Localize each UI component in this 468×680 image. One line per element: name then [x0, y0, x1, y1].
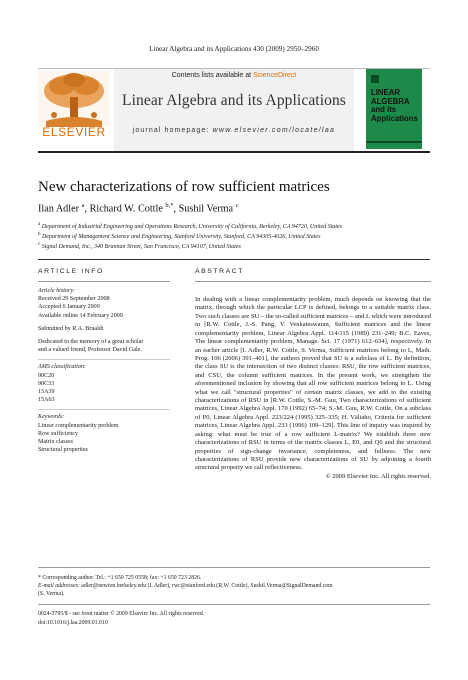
affiliation-mark: c [38, 242, 41, 247]
info-divider [38, 359, 170, 360]
author-name[interactable]: Sushil Verma [178, 203, 234, 215]
affiliation-text: Signal Demand, Inc., 340 Brannan Street, San Francisco, CA 94107, United States [41, 244, 241, 250]
homepage-url-link[interactable]: www.elsevier.com/locate/laa [212, 127, 336, 134]
history-item: Received 29 September 2008 [38, 296, 110, 303]
doi-link[interactable]: doi:10.1016/j.laa.2009.01.010 [38, 620, 108, 626]
cover-title-line: ALGEBRA [371, 96, 410, 106]
journal-cover-thumbnail[interactable] [366, 69, 422, 149]
email-list-link[interactable]: adler@newton.berkeley.edu (I. Adler), rwc@stanford.edu (R.W. Cottle), Sushil.Verma@SignalDemand.com [81, 583, 333, 589]
author-name[interactable]: Richard W. Cottle [89, 203, 163, 215]
info-divider [38, 409, 170, 410]
running-head: Linear Algebra and its Applications 430 (2009) 2950–2960 [149, 45, 319, 53]
abstract-rule [195, 281, 431, 282]
sciencedirect-link[interactable]: ScienceDirect [253, 72, 297, 79]
cover-title-line: and its [371, 105, 397, 114]
history-label: Article history: [38, 288, 76, 294]
email-addresses-cont: (S. Verma). [38, 591, 65, 597]
ams-label: AMS classification: [38, 364, 86, 371]
issn-line: 0024-3795/$ - see front matter © 2009 Elsevier Inc. All rights reserved. [38, 611, 205, 617]
article-info [38, 287, 170, 454]
contents-prefix: Contents lists available at [171, 72, 254, 79]
email-label: E-mail addresses: [38, 583, 80, 589]
section-rule [38, 259, 430, 260]
footer-rule [38, 567, 430, 568]
abstract-text: In dealing with a linear complementarity problem, much depends on knowing that the matrix, through which the particular LCP is defined, belongs to a suitable matrix class. Two such classes are SU – the so-called sufficient matrices – and L which were introduced in [R.W. Cottle, J.-S. Pang, V. Venkateswaran, Sufficient matrices and the linear complementarity problem, Linear Algebra Appl. 114/115 (1989) 231–249; B.C. Eaves, The linear complementarity problem, Manage. Sci. 17 (1971) 612–634], respectively. In an earlier article [I. Adler, R.W. Cottle, S. Verma, Sufficient matrices belong to L, Math. Prog. 106 (2006) 391–401], the authors proved that SU is a subclass of L. By definition, the class SU is the intersection of two distinct classes: RSU, the row sufficient matrices, and CSU, the column sufficient matrices. In the present work, we strengthen the aforementioned inclusion by showing that all row sufficient matrices belong to L. Using what we call "structural properties" of certain matrix classes, we add to the existing characterizations of RSU in [R.W. Cottle, S.-M. Guu, Two characterizations of sufficient matrices, Linear Algebra Appl. 170 (1992) 65–74; S.-M. Guu, R.W. Cottle, On a subclass of P0, Linear Algebra Appl. 223/224 (1995) 325–335; H. Väliaho, Criteria for sufficient matrices, Linear Algebra Appl. 233 (1996) 109–129]. This line of inquiry was inspired by asking: what must be true of a row sufficient L-matrix? We establish three new characterizations of RSU in terms of the matrix classes L, E0, and Q0 and the structural properties of sign-change invariance, completeness, and fullness. The new characterizations of RSU provide new characterizations of SU by adjoining a fourth structural property we call reflectiveness. [195, 296, 431, 472]
cover-title-line: LINEAR [371, 88, 401, 97]
keywords-label: Keywords: [38, 414, 65, 421]
elsevier-tree-logo-icon [38, 71, 110, 127]
copyright-line: © 2009 Elsevier Inc. All rights reserved. [325, 472, 431, 480]
header-rule [38, 151, 430, 153]
article-info-heading: ARTICLE INFO [38, 268, 104, 275]
email-addresses [38, 582, 438, 590]
affiliation [38, 222, 342, 230]
dedication-line: Dedicated to the memory of a great scholar [38, 339, 144, 346]
affiliation-mark: a [38, 222, 41, 227]
author-name[interactable]: Ilan Adler [38, 203, 80, 215]
submitted-by: Submitted by R.A. Brualdi [38, 325, 104, 332]
corresponding-author-note: * Corresponding author. Tel.: +1 650 725 0558; fax: +1 650 723 2826. [38, 575, 202, 581]
ams-code: 90C33 [38, 380, 55, 387]
author-list: Ilan Adler $^a$, Richard W. Cottle $^{b,*}$, Sushil Verma $^c$ [38, 202, 239, 215]
keyword: Structural properties [38, 447, 88, 454]
cover-emblem-icon [371, 75, 379, 83]
affiliation-mark: b [38, 232, 41, 237]
homepage-label: journal homepage: [132, 127, 213, 134]
ams-code: 15A39 [38, 389, 55, 396]
affiliation [38, 242, 241, 250]
affiliation [38, 232, 320, 240]
history-item: Available online 14 February 2009 [38, 312, 123, 319]
cover-title-line: Applications [371, 113, 418, 123]
journal-homepage [114, 127, 354, 134]
footnote-rule [38, 604, 430, 605]
cover-title [371, 89, 421, 123]
header-shade [114, 69, 354, 151]
ams-code: 90C20 [38, 372, 55, 379]
affiliation-text: Department of Management Science and Engineering, Stanford University, Stanford, CA 94305-4026, United States [42, 234, 321, 240]
journal-header [38, 68, 430, 151]
article-title: New characterizations of row sufficient matrices [38, 179, 330, 195]
dedication-line: and a valued friend, Professor David Gale. [38, 347, 142, 354]
abstract-heading: ABSTRACT [195, 268, 245, 275]
elsevier-wordmark: ELSEVIER [42, 125, 106, 139]
journal-title: Linear Algebra and its Applications [122, 92, 346, 109]
affiliation-text: Department of Industrial Engineering and Operations Research, University of California, Berkeley, CA 94720, United States [41, 224, 343, 230]
cover-band [366, 141, 422, 143]
footnotes [38, 574, 438, 598]
article-info-rule [38, 281, 170, 282]
history-item: Accepted 6 January 2009 [38, 304, 100, 311]
contents-line [114, 72, 354, 79]
keyword: Matrix classes [38, 439, 74, 446]
keyword: Row sufficiency [38, 430, 78, 437]
author-affiliation-mark[interactable]: b,* [165, 202, 174, 209]
author-affiliation-mark[interactable]: c [235, 202, 239, 209]
ams-code: 15A63 [38, 397, 55, 404]
author-affiliation-mark[interactable]: a [81, 202, 85, 209]
abstract [195, 296, 431, 481]
keyword: Linear complementarity problem [38, 422, 119, 429]
